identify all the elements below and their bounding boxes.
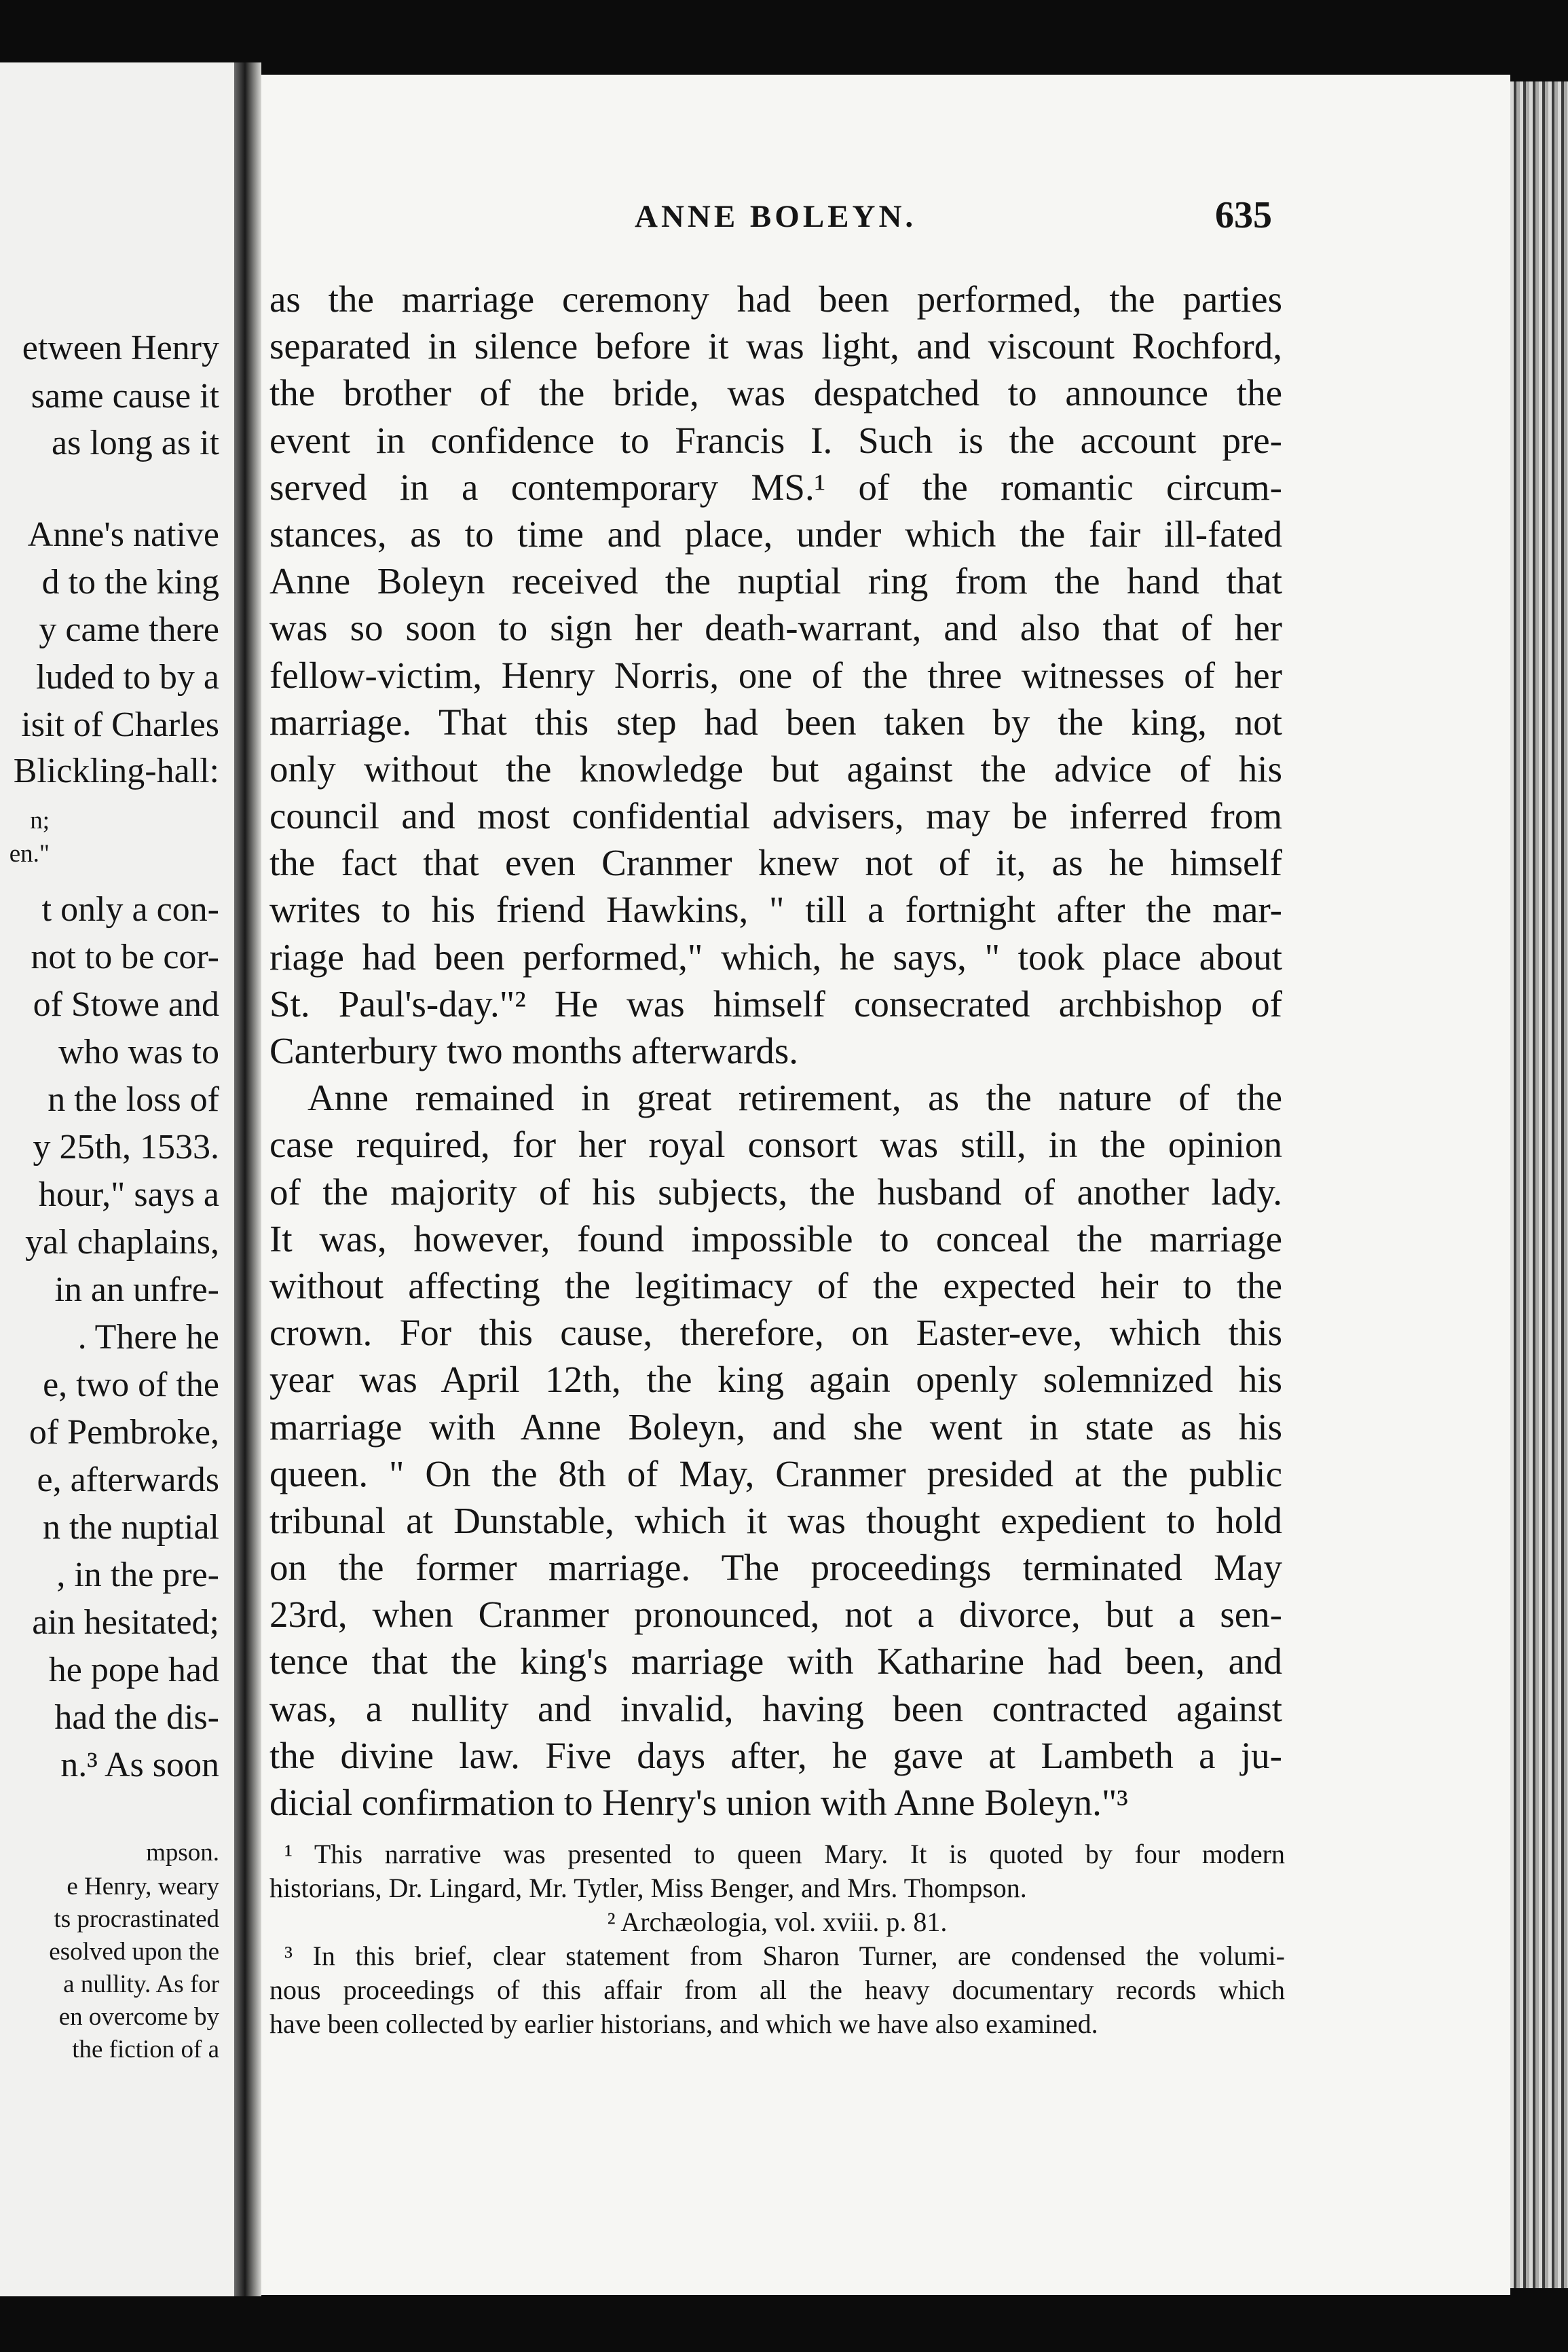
prev-verse-line: n;	[30, 807, 50, 834]
text-line: year was April 12th, the king again openly solemnized his	[269, 1359, 1282, 1401]
prev-line: same cause it	[31, 377, 219, 416]
prev-line: e, afterwards	[37, 1460, 219, 1499]
prev-line: Blickling-hall:	[13, 752, 219, 790]
running-head: ANNE BOLEYN.	[635, 199, 917, 234]
text-line: Anne Boleyn received the nuptial ring from the hand that	[269, 560, 1282, 602]
prev-line: ain hesitated;	[32, 1603, 219, 1642]
text-line: tribunal at Dunstable, which it was thought expedient to hold	[269, 1499, 1282, 1541]
text-line: It was, however, found impossible to conceal the marriage	[269, 1217, 1282, 1260]
text-line: without affecting the legitimacy of the expected heir to the	[269, 1264, 1282, 1306]
prev-line: y 25th, 1533.	[33, 1128, 219, 1166]
footnote-line: ¹ This narrative was presented to queen Mary. It is quoted by four modern	[284, 1839, 1285, 1869]
text-line: fellow-victim, Henry Norris, one of the three witnesses of her	[269, 654, 1282, 696]
prev-line: he pope had	[48, 1651, 219, 1689]
prev-line: had the dis-	[54, 1698, 219, 1737]
text-line: was, a nullity and invalid, having been contracted against	[269, 1687, 1282, 1729]
previous-page	[0, 62, 234, 2296]
text-line: queen. " On the 8th of May, Cranmer presided at the public	[269, 1452, 1282, 1494]
text-line: stances, as to time and place, under which the fair ill-fated	[269, 513, 1282, 555]
page-number: 635	[1215, 194, 1272, 236]
text-line: of the majority of his subjects, the husband of another lady.	[269, 1171, 1282, 1213]
prev-line: y came there	[39, 610, 219, 649]
book-gutter	[234, 62, 261, 2296]
text-line: separated in silence before it was light, and viscount Rochford,	[269, 325, 1282, 367]
text-line: 23rd, when Cranmer pronounced, not a divorce, but a sen-	[269, 1594, 1282, 1636]
prev-footnote-line: mpson.	[146, 1839, 219, 1867]
prev-line: etween Henry	[22, 329, 219, 367]
text-line: marriage. That this step had been taken by the king, not	[269, 701, 1282, 743]
text-line: the divine law. Five days after, he gave at Lambeth a ju-	[269, 1734, 1282, 1776]
prev-line: d to the king	[41, 563, 219, 602]
prev-line: e, two of the	[43, 1365, 219, 1404]
prev-line: of Stowe and	[33, 985, 219, 1024]
prev-footnote-line: the fiction of a	[72, 2036, 219, 2063]
prev-line: who was to	[58, 1033, 219, 1071]
body-text	[269, 276, 1282, 1826]
text-line: case required, for her royal consort was still, in the opinion	[269, 1124, 1282, 1166]
prev-line: not to be cor-	[31, 938, 219, 976]
text-line: event in confidence to Francis I. Such is the account pre-	[269, 419, 1282, 461]
prev-line: . There he	[77, 1318, 219, 1357]
prev-verse-line: en."	[9, 840, 50, 868]
prev-line: in an unfre-	[54, 1270, 219, 1309]
prev-line: t only a con-	[41, 890, 219, 929]
text-line: Canterbury two months afterwards.	[269, 1030, 798, 1071]
text-line: Anne remained in great retirement, as the nature of the	[307, 1077, 1282, 1119]
prev-line: , in the pre-	[56, 1556, 219, 1594]
prev-footnote-line: esolved upon the	[49, 1938, 219, 1966]
prev-line: yal chaplains,	[25, 1223, 219, 1262]
text-line: council and most confidential advisers, may be inferred from	[269, 795, 1282, 837]
text-line: served in a contemporary MS.¹ of the romantic circum-	[269, 466, 1282, 508]
prev-line: hour," says a	[38, 1175, 219, 1214]
text-line: was so soon to sign her death-warrant, and also that of her	[269, 607, 1282, 649]
text-line: as the marriage ceremony had been performed, the parties	[269, 278, 1282, 320]
prev-line: n the loss of	[48, 1080, 219, 1119]
prev-footnote-line: en overcome by	[58, 2003, 219, 2031]
prev-footnote-line: e Henry, weary	[67, 1873, 219, 1900]
text-line: writes to his friend Hawkins, " till a fortnight after the mar-	[269, 889, 1282, 931]
footnote-line: ³ In this brief, clear statement from Sharon Turner, are condensed the volumi-	[284, 1941, 1285, 1971]
footnote-line: have been collected by earlier historians, and which we have also examined.	[269, 2008, 1098, 2039]
text-line: only without the knowledge but against the advice of his	[269, 748, 1282, 790]
text-line: marriage with Anne Boleyn, and she went in state as his	[269, 1405, 1282, 1448]
text-line: the brother of the bride, was despatched to announce the	[269, 372, 1282, 414]
text-line: the fact that even Cranmer knew not of it, as he himself	[269, 842, 1282, 884]
page-edges	[1510, 81, 1568, 2288]
scan-border	[261, 2295, 1568, 2352]
prev-line: as long as it	[52, 424, 219, 462]
prev-footnote-line: a nullity. As for	[63, 1970, 219, 1998]
prev-footnote-line: ts procrastinated	[54, 1905, 219, 1933]
footnote-line: nous proceedings of this affair from all the heavy documentary records which	[269, 1974, 1285, 2005]
text-line: tence that the king's marriage with Katharine had been, and	[269, 1640, 1282, 1683]
prev-line: n.³ As soon	[60, 1746, 219, 1784]
prev-line: luded to by a	[35, 658, 219, 697]
prev-line: Anne's native	[27, 515, 219, 554]
footnote-line: historians, Dr. Lingard, Mr. Tytler, Miss Benger, and Mrs. Thompson.	[269, 1873, 1027, 1903]
text-line: crown. For this cause, therefore, on Easter-eve, which this	[269, 1312, 1282, 1354]
text-line: on the former marriage. The proceedings terminated May	[269, 1547, 1282, 1589]
prev-line: isit of Charles	[21, 705, 219, 744]
footnotes	[269, 1837, 1285, 2041]
prev-line: n the nuptial	[43, 1508, 219, 1547]
footnote-line: ² Archæologia, vol. xviii. p. 81.	[607, 1907, 948, 1937]
text-line: dicial confirmation to Henry's union with Anne Boleyn."³	[269, 1782, 1128, 1823]
text-line: St. Paul's-day."² He was himself consecrated archbishop of	[269, 982, 1282, 1025]
text-line: riage had been performed," which, he says, " took place about	[269, 936, 1282, 978]
prev-line: of Pembroke,	[29, 1413, 219, 1452]
